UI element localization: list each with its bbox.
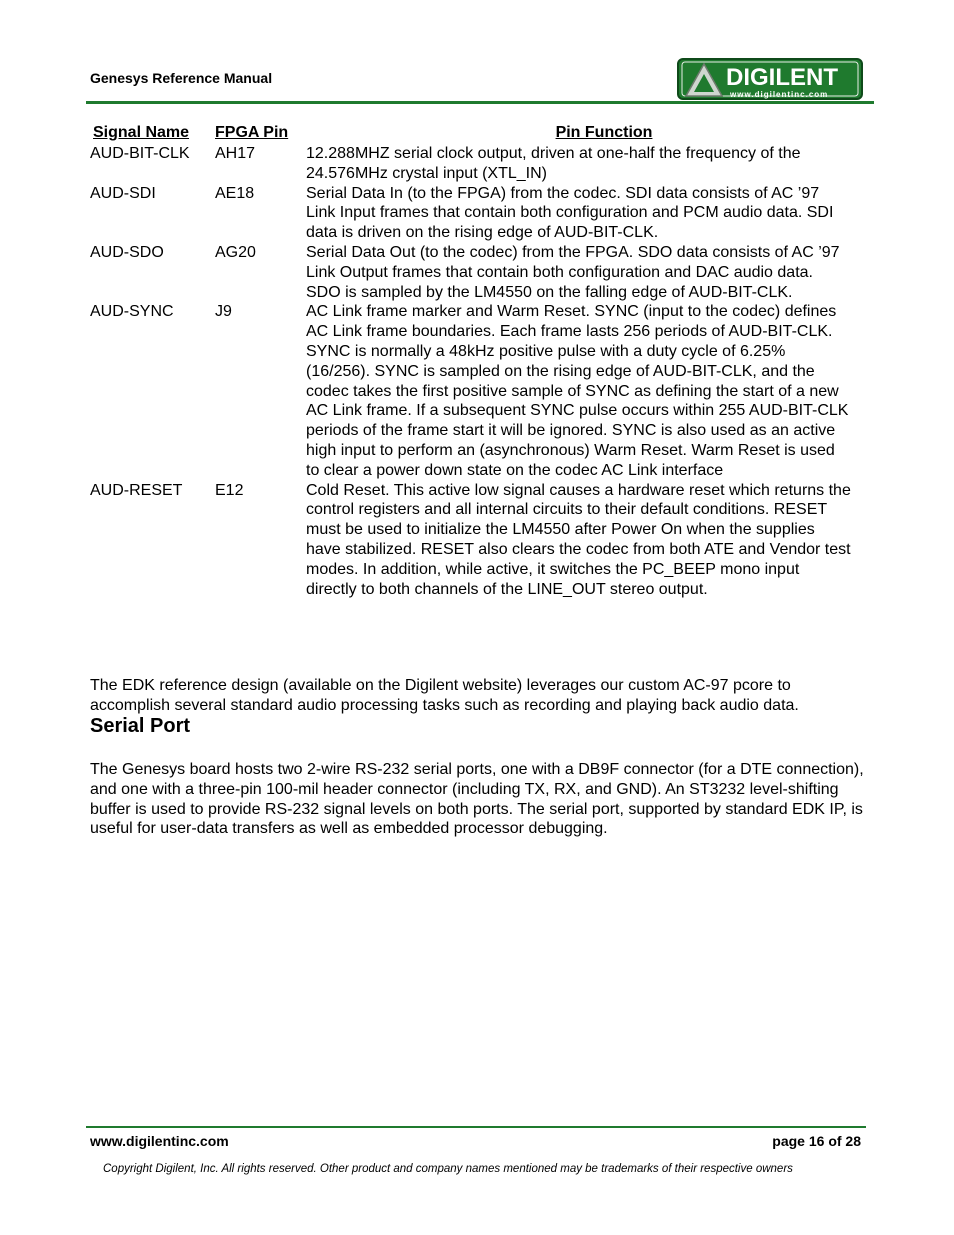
pin-table	[90, 123, 860, 599]
page-number: page 16 of 28	[772, 1133, 861, 1149]
table-row	[90, 144, 860, 184]
header-title: Genesys Reference Manual	[90, 70, 273, 86]
signal-name: AUD-SDO	[90, 243, 164, 261]
fpga-pin: AH17	[215, 145, 256, 162]
header-signal-name: Signal Name	[93, 124, 190, 141]
logo-url: www.digilentinc.com	[730, 90, 829, 99]
signal-name: AUD-SDI	[90, 184, 156, 202]
table-row	[90, 302, 860, 480]
footer-url: www.digilentinc.com	[90, 1133, 229, 1149]
pin-function: Cold Reset. This active low signal causes a hardware reset which returns the control registers and all internal circuits to their default conditions. RESET must be used to initialize the LM4550 after Power On when the supplies have stabilized. RESET also clears the codec from both ATE and Vendor test modes. In addition, while active, it switches the PC_BEEP mono input directly to both channels of the LINE_OUT stereo output.	[306, 481, 851, 598]
pin-function: Serial Data Out (to the codec) from the FPGA. SDO data consists of AC ’97 Link Output frames that contain both configuration and DAC audio data. SDO is sampled by the LM4550 on the falling edge of AUD-BIT-CLK.	[306, 243, 840, 301]
copyright-notice: Copyright Digilent, Inc. All rights reserved. Other product and company names mentioned may be trademarks of their respective owners	[103, 1163, 793, 1175]
section-title: Serial Port	[90, 715, 191, 737]
signal-name: AUD-BIT-CLK	[90, 145, 190, 162]
signal-name: AUD-SYNC	[90, 303, 174, 321]
serial-port-paragraph: The Genesys board hosts two 2-wire RS-232 serial ports, one with a DB9F connector (for a DTE connection), and one with a three-pin 100-mil header connector (including TX, RX, and GND). An ST3232 level-shifting buffer is used to provide RS-232 signal levels on both ports. The serial port, supported by standard EDK IP, is useful for user-data transfers as well as embedded processor debugging.	[90, 761, 864, 838]
pin-function: Serial Data In (to the FPGA) from the codec. SDI data consists of AC ’97 Link Input frames that contain both configuration and PCM audio data. SDI data is driven on the rising edge of AUD-BIT-CLK.	[306, 184, 834, 242]
header-rule	[86, 101, 874, 104]
digilent-logo	[676, 56, 864, 102]
pin-function: AC Link frame marker and Warm Reset. SYNC (input to the codec) defines AC Link frame boundaries. Each frame lasts 256 periods of AUD-BIT-CLK. SYNC is normally a 48kHz positive pulse with a duty cycle of 6.25% (16/256). SYNC is sampled on the rising edge of AUD-BIT-CLK, and the codec takes the first positive sample of SYNC as defining the start of a new AC Link frame. If a subsequent SYNC pulse occurs within 255 AUD-BIT-CLK periods of the frame start it will be ignored. SYNC is also used as an active high input to perform an (asynchronous) Warm Reset. Warm Reset is used to clear a power down state on the codec AC Link interface	[306, 303, 849, 479]
pin-function: 12.288MHZ serial clock output, driven at one-half the frequency of the 24.576MHz crystal input (XTL_IN)	[306, 145, 801, 182]
fpga-pin: J9	[215, 303, 232, 321]
header-pin-function: Pin Function	[555, 124, 653, 141]
table-row	[90, 243, 860, 302]
header-fpga-pin: FPGA Pin	[215, 124, 289, 141]
fpga-pin: E12	[215, 481, 244, 499]
logo-text: DIGILENT	[726, 64, 838, 91]
fpga-pin: AE18	[215, 184, 255, 202]
signal-name: AUD-RESET	[90, 481, 183, 499]
footer-rule	[86, 1126, 866, 1128]
table-header	[90, 123, 860, 144]
table-row	[90, 184, 860, 243]
edk-paragraph: The EDK reference design (available on the Digilent website) leverages our custom AC-97 pcore to accomplish several standard audio processing tasks such as recording and playing back audio data.	[90, 677, 799, 714]
fpga-pin: AG20	[215, 243, 256, 261]
table-row	[90, 481, 860, 600]
